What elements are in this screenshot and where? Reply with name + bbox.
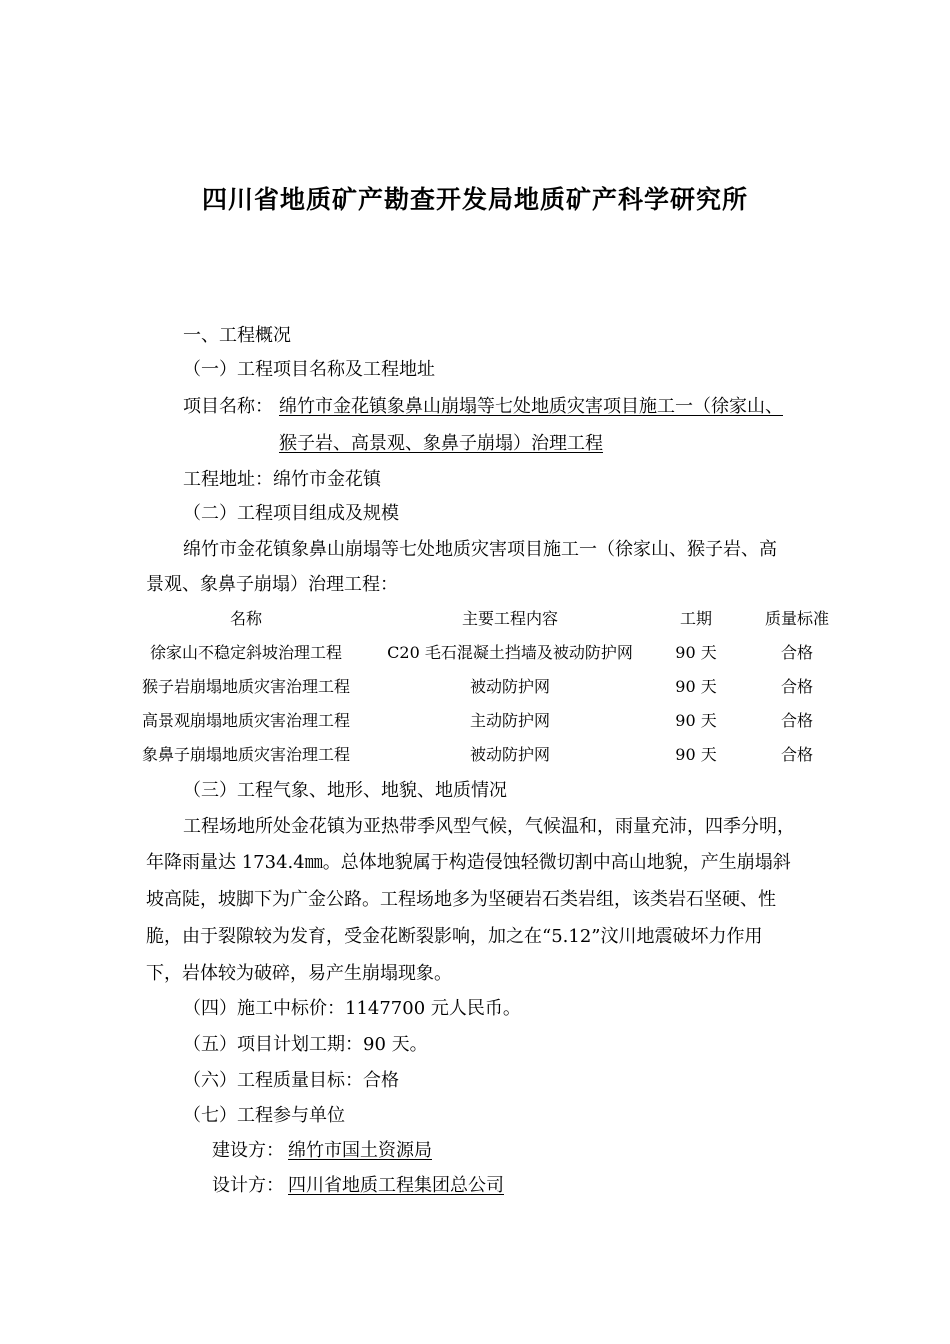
builder-label: 建设方： — [212, 1140, 284, 1161]
table-header-quality: 质量标准 — [764, 609, 829, 628]
table-cell: 90 天 — [675, 677, 717, 696]
geo-paragraph-line: 脆，由于裂隙较为发育，受金花断裂影响，加之在“5.12”汶川地震破坏力作用 — [146, 926, 763, 947]
table-cell: C20 毛石混凝土挡墙及被动防护网 — [387, 643, 633, 662]
table-cell: 高景观崩塌地质灾害治理工程 — [141, 711, 350, 730]
table-header-name: 名称 — [229, 609, 262, 628]
designer-value: 四川省地质工程集团总公司 — [288, 1175, 504, 1196]
table-cell: 猴子岩崩塌地质灾害治理工程 — [141, 677, 350, 696]
subsection-heading: （一）工程项目名称及工程地址 — [183, 359, 435, 380]
project-name-label: 项目名称： — [183, 396, 273, 417]
table-cell: 合格 — [780, 677, 813, 696]
quality-target: （六）工程质量目标：合格 — [183, 1070, 399, 1091]
designer-label: 设计方： — [212, 1175, 284, 1196]
table-cell: 90 天 — [675, 643, 717, 662]
table-header-content: 主要工程内容 — [461, 609, 558, 628]
scale-paragraph-line: 景观、象鼻子崩塌）治理工程： — [146, 574, 398, 595]
table-cell: 被动防护网 — [469, 745, 550, 764]
table-cell: 合格 — [780, 745, 813, 764]
table-cell: 徐家山不稳定斜坡治理工程 — [149, 643, 342, 662]
scale-paragraph-line: 绵竹市金花镇象鼻山崩塌等七处地质灾害项目施工一（徐家山、猴子岩、高 — [183, 539, 777, 560]
participants-heading: （七）工程参与单位 — [183, 1105, 345, 1126]
builder-value: 绵竹市国土资源局 — [288, 1140, 432, 1161]
geo-paragraph-line: 工程场地所处金花镇为亚热带季风型气候，气候温和，雨量充沛，四季分明， — [183, 816, 795, 837]
table-cell: 90 天 — [675, 745, 717, 764]
project-name-line2: 猴子岩、高景观、象鼻子崩塌）治理工程 — [279, 433, 603, 454]
geo-paragraph-line: 坡高陡，坡脚下为广金公路。工程场地多为坚硬岩石类岩组，该类岩石坚硬、性 — [146, 889, 776, 910]
bid-price: （四）施工中标价：1147700 元人民币。 — [183, 998, 521, 1019]
subsection-heading: （三）工程气象、地形、地貌、地质情况 — [183, 780, 507, 801]
table-cell: 90 天 — [675, 711, 717, 730]
table-cell: 被动防护网 — [469, 677, 550, 696]
project-address: 工程地址：绵竹市金花镇 — [183, 469, 381, 490]
table-cell: 合格 — [780, 711, 813, 730]
geo-paragraph-line: 下，岩体较为破碎，易产生崩塌现象。 — [146, 963, 452, 984]
page-title: 四川省地质矿产勘查开发局地质矿产科学研究所 — [201, 185, 748, 214]
subsection-heading: （二）工程项目组成及规模 — [183, 503, 399, 524]
project-name-line1: 绵竹市金花镇象鼻山崩塌等七处地质灾害项目施工一（徐家山、 — [279, 396, 783, 417]
section-heading: 一、工程概况 — [183, 325, 291, 346]
table-cell: 合格 — [780, 643, 813, 662]
table-cell: 象鼻子崩塌地质灾害治理工程 — [141, 745, 350, 764]
table-cell: 主动防护网 — [469, 711, 550, 730]
geo-paragraph-line: 年降雨量达 1734.4㎜。总体地貌属于构造侵蚀轻微切割中高山地貌，产生崩塌斜 — [146, 852, 791, 873]
table-header-duration: 工期 — [679, 609, 712, 628]
planned-duration: （五）项目计划工期：90 天。 — [183, 1034, 428, 1055]
